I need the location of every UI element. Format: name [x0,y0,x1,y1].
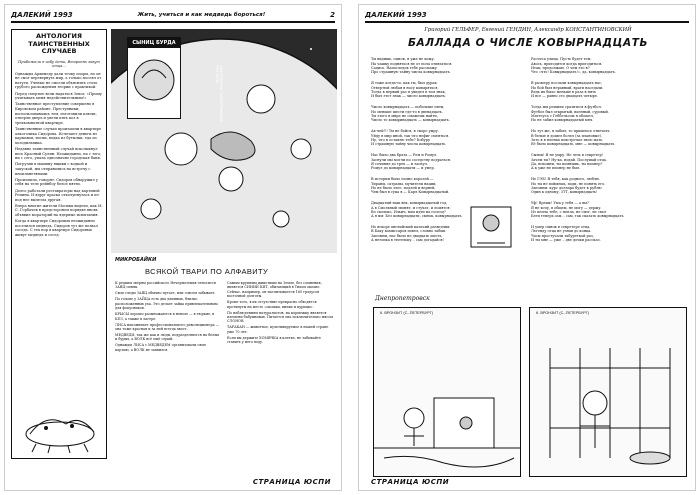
ballad-stanza: Я тоже когда-то, как ты, был дурак. Отвертюй любая в носу ковыряться. Тогда в первый раз я увидел в том знак, И был этот знак — число ковырнадцать. [371,81,446,99]
ballad-authors: Григорий ГЕЛЬФЕР, Евгений ГЕНДИН, Александр КОНСТАНТИНОВСКИЙ [424,27,632,33]
right-header [365,9,689,23]
article-paragraph: ТАРАКАН — животное, культивируемое в нашей стране уже 70 лет. [227,325,329,334]
article-paragraph: Если вы держите ХОМЯЧКА в клетке, не забывайте ставить у него воду. [227,335,321,345]
ballad-stanza: Число ковырнадцать — побольше пяти, Но меньше шести где-то в двенадцать. Ты этого в мире не сможешь найти, Число то ковыринадцать — ковырнадцать. [371,105,450,123]
anthology-item: Погрузив в машину ящики с водкой и закуской, мы отправились на встречу с инопланетянами. [15,162,91,176]
article-paragraph: КРЫСЫ хорошо размножаются в неволе — в тюрьме, в КПЗ, а также в лагере. [115,312,215,321]
anthology-intro: Прибежали в избу дети, Второпях зовут отца... [18,59,100,69]
cartoon-left [373,307,521,477]
cartoon-right-credit: К. ВРОНЗИТ (С.-ПЕТЕРБУРГ) [536,311,590,315]
right-header-issue: ДАЛЕКИЙ 1993 [365,11,427,19]
anthology-box [11,29,107,459]
ballad-stanza: Тогда мы решили сразиться в футбол. Футбол был открытый, военный, суровый. Маттеуса с Геббельсом я обошел, Но не забил ковырнадцатый мяч. [531,105,609,123]
anthology-item: Однажды Архимеду дали точку опоры, но он не смог перевернуть мир, а только посеял от натуги. Ученые не смогли объяснить столь грубого расхождения теории с практикой. [15,71,102,90]
article-paragraph: Кроме того, в их отсутствие прекрасно обходятся проткнуты на место «окошка, вилки и курицы». [227,300,317,309]
article-column-1 [115,281,221,477]
right-page [358,4,696,491]
book-cover [127,37,181,119]
anthology-title: АНТОЛОГИЯ ТАИНСТВЕННЫХ СЛУЧАЕВ [28,32,90,55]
anthology-item: Вчера многие жители Москвы видели, как М. С. Горбачев в предсторонем порядке вновь объявил мораторий на ядерные испытания. [15,203,103,218]
ballad-stanza: Не ГЭБ! Я тебя, как родного, люблю. Но ты не поймешь, поди, не понять его. Запомни: курс доллара будет к рублю Один к одному, ЗТТ, ковырнадцать! [531,177,606,195]
anthology-item: Произошло, говорят, Сидоров обнаружил у себя на теле рейнбоу белое пятно. [15,177,98,187]
anthology-item: Таинственное преступление совершено в Кировском районе. Преступники, воспользовавшись тем, изготовили ключи, отперли дверь и увели пять коз в трехкомнатной квартире. [15,102,97,125]
ballad-stanza: Но тут же, я забыл, то пришлось отвечать. В белые я дошел болел (за плановые). Зато я в пленах повстречал твою мать. Её было ковырнадцать, мне — ковырнадцать. [531,129,616,147]
monster-drawing [16,404,104,454]
anthology-item: Когда в квартире Сидоровых неожиданно поселился медведь, Сидоров тут же позвал соседа. С тех пор в квартире Сидоровых живут медведь и сосед. [15,219,98,238]
left-page [4,4,342,491]
article-paragraph: Свои следы ЗАЯЦ обычно путает, или совсем забывает. [115,291,216,296]
book-caption: «АНТОЛОГИЯ ТАИНСТВЕННЫХ СЛУЧАЕВ» [215,65,223,122]
anthology-items [15,72,103,417]
ballad-stanza: Ты видишь, сынок, я уже не хожу. На чашку подняться не от пола отвязаться. Садись. Напоследок тебе расскажу Про страшную тайну числа ковырнадцать. [371,57,453,75]
ballad-illustration [463,197,523,253]
article-column-2 [227,281,335,477]
ballad-column-2 [531,53,687,288]
right-footer: СТРАНИЦА ЮСПИ [371,478,450,486]
cartoon-left-credit: К. ВРОНЗИТ (С.-ПЕТЕРБУРГ) [380,311,434,315]
left-header-slogan: Жить, учиться и как медведь бороться! [137,12,266,18]
anthology-item: Таинственные случаи произошли в квартире алкоголика Сидорова. Исчезают деньги из карманов, носки, водка из бутылки, еда из холодильника. [15,127,102,145]
book-image [128,48,180,110]
anthology-item: Недавно таинственный случай всколыхнул весь Красный Сулин. Неожиданно, на с того, ни с сего, упала однозначно городская баня. [15,146,102,161]
ballad-stanza: В размеру послали ковырнадцать нас, Но бой был неравный, враги наседали. Ведь их было меньше в раза в пять И все — равно сто двадцать четыре. [531,81,604,99]
left-footer: СТРАНИЦА ЮСПИ [252,478,331,486]
ballad-stanza: Ах-чей!!! Ты не бойся, я скоро умру. Уйду в мир иной, так что нефиг смеяться. Ну, что я оставлю тебе? Кобуру И страшную тайну числа ковырнадцать. [371,129,450,147]
article-paragraph: ЛИСА напоминает профессионального революционера — она тоже красная и за ней всегда хвост. [115,322,220,332]
article-title: ВСЯКОЙ ТВАРИ ПО АЛФАВИТУ [145,267,269,276]
article-paragraph: По голове у ЗАЙЦА есть два длинных, близко расположенных уха. Это делает зайца привлекательным для фокусников. [115,297,218,311]
book-title: СЫНИЦ БУРДА [128,38,180,48]
left-header-issue: ДАЛЕКИЙ 1993 [11,11,73,19]
cartoon-right-drawing [530,308,687,477]
ballad-title: БАЛЛАДА О ЧИСЛЕ КОВЫРНАДЦАТЬ [407,37,649,49]
left-header-page: 2 [330,11,335,19]
ballad-stanza: Нас было два брата — Рем и Ромул. Заснули мы могли по соседству подраться. Я сочинял до трех — и заснул. Ромул до ковырнадцати — и умер. [371,153,452,171]
article-paragraph: К редким зверям российского Нечерноземья относится ЗАЯЦ-синяк. [115,281,216,290]
article-paragraph: Однажды ЛИСА с МЕДВЕДЕМ организовали свою партию, а ВОЛК не заявился. [115,343,207,352]
ballad-signature: Днепропетровск [375,295,430,302]
ballad-stanza: Расчеса улица. Пусть будет тем. Авось, пригодится когда пригодиться. Итак, продолжаю. О чем это я? Что «что! Ковырнадцать!», да, ковырнадцать. [531,57,616,75]
ballad-stanza: В истории было полно королей — Тираны, сатрапы, мучители нации, Но не было злее, подлей и верней, Чем был в сука в — Карл Ковырнадцатый. [371,177,450,195]
ballad-stanza: Двадцатый наш век, ковырнадцатый год, А в Смольный звонят, и стучат, и ломятся: Во сколько, Ильич, нам идти на господ? А я им: Без ковырнадцати, сынок, ковырнадцать. [371,201,463,219]
cartoon-left-drawing [374,308,521,477]
left-header [11,9,335,23]
article-paragraph: МЕДВЕДИ, так же как и люди, подразделяются на белых и бурых, а ВОЛК всё ещё серый. [115,333,220,342]
ballad-stanza: И умер сынок в секретере отца, Легенду отца не узнав до конца. Часы простучали табуреткой раз, И ты мне — уже ...две дочки рассказ. [531,225,601,243]
ballad-stanza: Но вскоре английский казачий разведчик В Баку комиссаров повел, словно забыв. Запомни, нас было не двадцать шесть, А нетопка в тютельку... сам догадайся! [371,225,450,243]
ballad-stanza: Уф! Врешь! Ума у тебя — а вы? Я не хочу, в общем, не могу — держу. Из пепла тебе, с пепла, не смог, не смог Беги теперь сам... сам, так сказать ковырнадцать. [531,201,625,219]
anthology-item: Перед смертью вели надаться Зевса: «Прошу учитывать меня недействительным!» [15,91,102,101]
anthology-item: Долго работали реставраторы над картиной Репина. И вдруг краска отколупнулась и из-под нее вылезла другая. [15,188,100,202]
article-paragraph: По наблюдениям натуралистов, на кормежку является племени бабуиновых. Питается она исключительно мясом СЛОНОВ. [227,310,334,324]
ballad-stanza: Сынок! Я не умру. Не лезь в секретер! Зачем ты? Ну-ка, подай. Послушай отца. Да, вспомни, ты помнишь, ты пионер? А к уже не пионер не был. [531,153,607,171]
cartoon-right [529,307,687,477]
article-paragraph: Самым крупным животным на Земле, без сомнения, является СИНИЙ КИТ, обитающий в Тихом океане. Сейчас, например, он насчитывается 160 градусов восточной долготы. [227,281,322,299]
article-rubric: МИКРОБАЙКИ [115,257,157,263]
